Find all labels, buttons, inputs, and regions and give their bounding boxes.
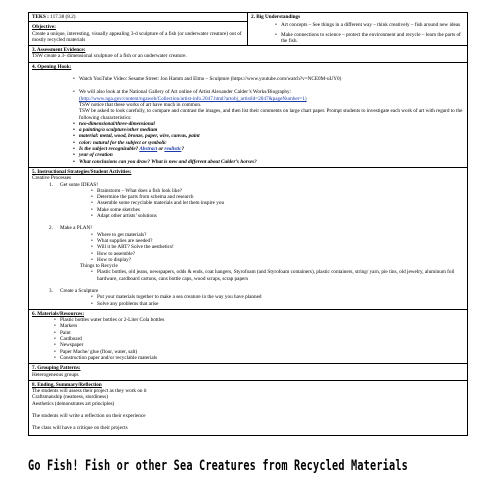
- recycle-label: Things to Recycle: [80, 263, 118, 270]
- list-item: • a painting/a sculpture/other medium: [79, 127, 464, 133]
- reflection-text: The students will write a reflection on their experience: [32, 413, 146, 420]
- teks-row: [29, 13, 467, 46]
- ending-heading: 8. Ending, Summary/Reflection: [32, 381, 102, 388]
- big-understandings-list: [281, 22, 464, 44]
- list-item: • Brainstorm – What does a fish look like?: [97, 188, 464, 194]
- step-number: 2.: [49, 225, 53, 232]
- big-understandings-heading: 2. Big Understandings: [251, 14, 301, 20]
- gallery-link[interactable]: (http://www.nga.gov/content/ngaweb/Collection/artist-info.2047.html?artobj_artistId=2047&pageNumber=1): [79, 95, 307, 102]
- list-item: • Art concepts – See things in a different way – think creatively – fish around new ideas: [281, 22, 464, 28]
- abstract-link[interactable]: Abstract: [139, 146, 158, 153]
- footer-title: Go Fish! Fish or other Sea Creatures from Recycled Materials: [28, 459, 409, 474]
- list-item: • How to display?: [97, 257, 464, 263]
- hook-note: TSW be asked to look carefully, to compare and contrast the images, and then list their comments on large chart paper. Prompt students to investigate each work of art with regard to the following characteristics:: [79, 108, 463, 121]
- step-number: 3.: [49, 287, 53, 294]
- critique-text: The class will have a critique on their projects: [32, 425, 128, 432]
- ending-line: The students will assess their project as they work on it: [32, 388, 147, 395]
- hook-note: TSW notice that these works of art have much in common.: [79, 101, 202, 108]
- list-item: [79, 89, 464, 120]
- big-understandings-cell: [248, 13, 467, 45]
- list-item: • Cardboard: [60, 336, 464, 342]
- list-item: • Put your materials together to make a sea creature in the way you have planned: [97, 294, 464, 300]
- objective-text: Create a unique, interesting, visually appealing 3-d sculpture of a fish (or underwater creature) out of mostly recycled materials: [32, 30, 242, 43]
- step-title: Get some IDEAS!: [60, 181, 99, 188]
- list-item: • Where to get materials?: [97, 232, 464, 238]
- list-item: • year of creation: [79, 152, 464, 158]
- opening-hook-heading: 4. Opening Hook:: [32, 63, 72, 70]
- list-item: • Assemble some recyclable materials and let them inspire you: [97, 200, 464, 206]
- materials-row: [29, 310, 467, 364]
- assessment-heading: 3. Assessment Evidence:: [32, 47, 86, 54]
- teks-objective-cell: [29, 13, 248, 45]
- step-3-list: [97, 294, 464, 307]
- list-item: • Markers: [60, 323, 464, 329]
- teks-value: 117.38 (8.2): [50, 14, 76, 20]
- step-1-list: [97, 188, 464, 219]
- list-item: • material: metal, wood, bronze, paper, wire, canvas, paint: [79, 133, 464, 139]
- teks-label: TEKS :: [32, 14, 49, 20]
- list-item: • Make some sketches: [97, 207, 464, 213]
- ending-line: Craftsmanship (neatness, sturdiness): [32, 394, 108, 401]
- lesson-plan-table: [28, 12, 468, 436]
- gallery-intro: We will also look at the National Gallery of Art online of Artist Alexander Calder’s Works/Biography:: [79, 89, 292, 96]
- strategies-row: [29, 168, 467, 310]
- list-item: • What conclusions can you draw? What is new and different about Calder’s horses?: [79, 159, 464, 165]
- list-item: • Plastic bottles water bottles or 2-Liter Cola bottles: [60, 317, 464, 323]
- list-item: • Make connections to science – protect the environment and recycle – learn the parts of the fish.: [281, 32, 464, 45]
- opening-hook-list: [79, 76, 464, 121]
- strategies-heading: 5. Instructional Strategies/Student Activities:: [32, 168, 132, 175]
- list-item: • Determine the parts from schema and research: [97, 194, 464, 200]
- objective-heading: Objective:: [32, 24, 56, 31]
- list-item: • Newspaper: [60, 342, 464, 348]
- list-item: • Will it be ART? Solve the aesthetics!: [97, 244, 464, 250]
- step-number: 1.: [49, 181, 53, 188]
- ending-line: Aesthetics (demonstrates art principles): [32, 400, 115, 407]
- list-item: • Paint: [60, 330, 464, 336]
- grouping-row: [29, 364, 467, 381]
- list-item: • Watch YouTube Video: Sesame Street: Jon Hamm and Elmo – Sculpture (https://www.youtube.com/watch?v=NCE0M-uUY0): [79, 76, 464, 82]
- list-item: • Paper Mache/ glue (flour, water, salt): [60, 349, 464, 355]
- step-title: Make a PLAN!: [60, 225, 92, 232]
- or-text: or: [157, 146, 165, 153]
- opening-hook-row: [29, 63, 467, 168]
- list-item: • color: natural for the subject or symbolic: [79, 140, 464, 146]
- characteristics-list: [79, 121, 464, 165]
- ending-row: [29, 381, 467, 435]
- grouping-text: Heterogeneous groups: [32, 371, 79, 378]
- question-mark: ?: [181, 146, 185, 153]
- teks-line: [32, 14, 244, 20]
- list-item: • Construction paper and/or recyclable materials: [60, 355, 464, 361]
- list-item: • Solve any problems that arise: [97, 301, 464, 307]
- step-2-list: [97, 232, 464, 263]
- materials-heading: 6. Materials/Resources:: [32, 310, 85, 317]
- step-title: Create a Sculpture: [60, 287, 99, 294]
- list-item: • What supplies are needed?: [97, 238, 464, 244]
- list-item: • Adapt other artists’ solutions: [97, 213, 464, 219]
- list-item: • Plastic bottles, old jeans, newspapers, odds & ends, coat hangers, Styrofoam (and Styrofoam containers), plastic containers, string/ yarn, pie tins, old jewelry, aluminum foil hardware, cardboard cartons, cans bottle caps, wood scraps, scrap papers: [97, 269, 464, 282]
- list-item: • two-dimensional/three-dimensional: [79, 121, 464, 127]
- assessment-row: [29, 46, 467, 63]
- characteristic-text: Is the subject recognizable?: [79, 146, 140, 153]
- grouping-heading: 7. Grouping Patterns:: [32, 365, 81, 372]
- lesson-plan-page: [28, 12, 468, 436]
- materials-list: [60, 317, 464, 361]
- list-item: • How to assemble?: [97, 251, 464, 257]
- recycle-list: [97, 269, 464, 282]
- strategies-subheading: Creative Processes: [32, 175, 72, 182]
- realistic-link[interactable]: realistic: [164, 146, 182, 153]
- assessment-text: TSW create a 3- dimensional sculpture of a fish or an underwater creature.: [32, 53, 187, 60]
